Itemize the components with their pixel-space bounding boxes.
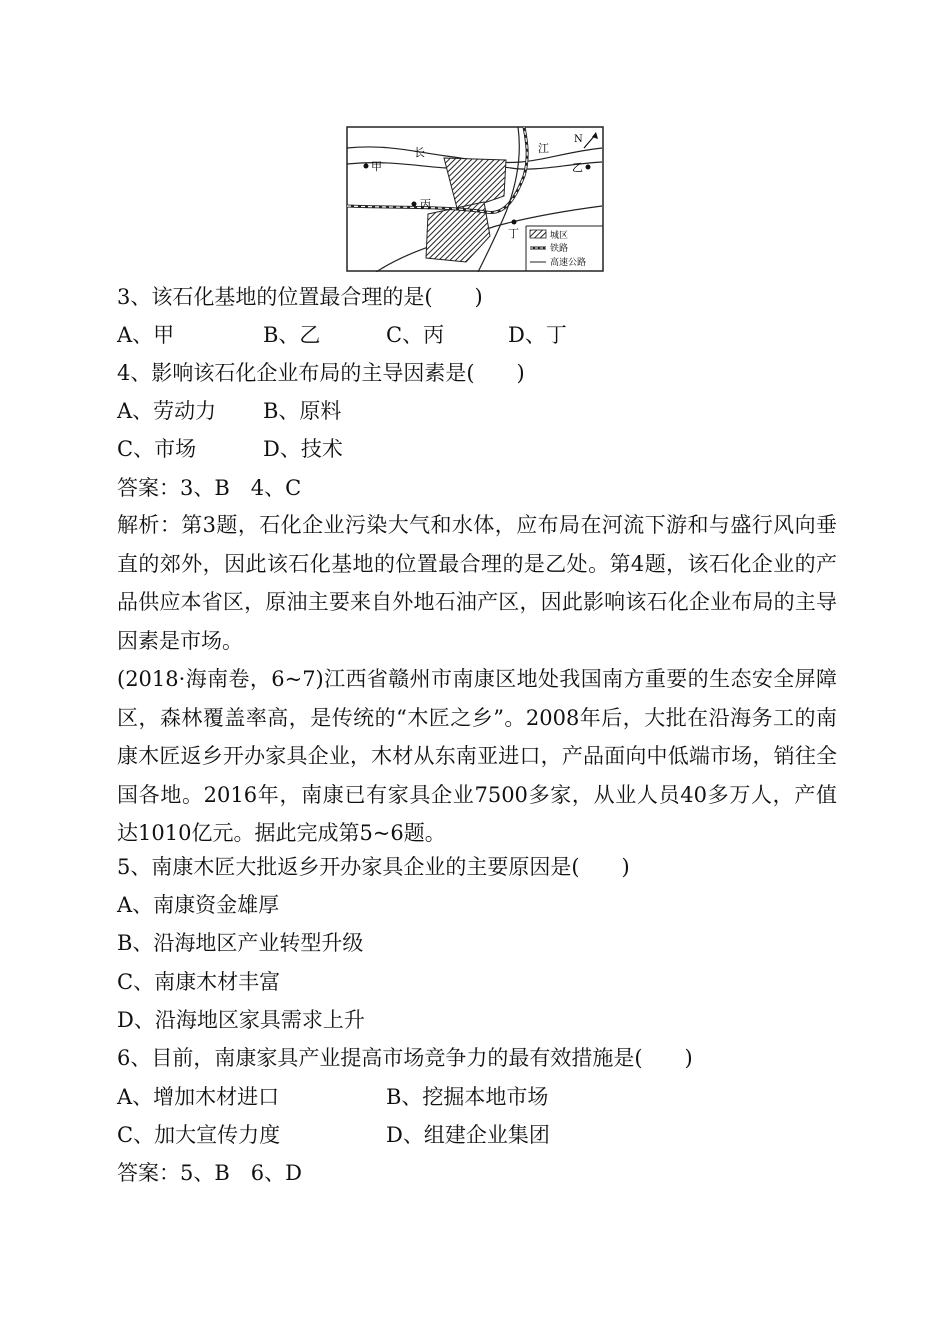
q4-option-b: B、原料 [263, 399, 342, 423]
place-ding-label: 丁 [508, 227, 519, 240]
analysis-paragraph: 解析：第3题，石化企业污染大气和水体，应布局在河流下游和与盛行风向垂直的郊外，因此该石化基地的位置最合理的是乙处。第4题，该石化企业的产品供应本省区，原油主要来自外地石油产区，因此影响该石化企业布局的主导因素是市场。 [117, 513, 837, 653]
river-label-chang: 长 [414, 146, 425, 159]
q3-option-a: A、甲 [117, 323, 175, 347]
legend-urban-swatch [530, 230, 546, 238]
answer-3-4: 答案：3、B 4、C [117, 476, 302, 500]
q6-option-c: C、加大宣传力度 [117, 1123, 281, 1147]
q6-option-b: B、挖掘本地市场 [386, 1085, 549, 1109]
svg-text:N: N [574, 134, 583, 145]
place-yi-label: 乙 [572, 161, 583, 174]
question-3-stem: 3、该石化基地的位置最合理的是( ) [117, 285, 483, 309]
location-map [346, 126, 604, 272]
question-4-stem: 4、影响该石化企业布局的主导因素是( ) [117, 361, 525, 385]
q5-option-c: C、南康木材丰富 [117, 970, 281, 994]
q4-option-d: D、技术 [263, 437, 343, 461]
material-paragraph: (2018·海南卷，6~7)江西省赣州市南康区地处我国南方重要的生态安全屏障区，森林覆盖率高，是传统的“木匠之乡”。2008年后，大批在沿海务工的南康木匠返乡开办家具企业，木材从东南亚进口，产品面向中低端市场，销往全国各地。2016年，南康已有家具企业7500多家，从业人员40多万人，产值达1010亿元。据此完成第5~6题。 [117, 667, 837, 845]
place-bing-label: 丙 [420, 198, 431, 211]
place-bing-dot [412, 202, 417, 207]
question-5-stem: 5、南康木匠大批返乡开办家具企业的主要原因是( ) [117, 855, 630, 879]
q3-option-c: C、丙 [386, 323, 445, 347]
question-6-stem: 6、目前，南康家具产业提高市场竞争力的最有效措施是( ) [117, 1046, 693, 1070]
place-jia-label: 甲 [371, 160, 382, 173]
place-ding-dot [512, 220, 517, 225]
q3-option-b: B、乙 [263, 323, 321, 347]
legend-railway-label: 铁路 [550, 244, 569, 254]
q6-option-d: D、组建企业集团 [386, 1123, 550, 1147]
legend-highway-label: 高速公路 [550, 258, 587, 268]
q6-option-a: A、增加木材进口 [117, 1085, 280, 1109]
q4-option-c: C、市场 [117, 437, 197, 461]
q5-option-b: B、沿海地区产业转型升级 [117, 931, 364, 955]
legend-urban-label: 城区 [550, 231, 569, 241]
place-jia-dot [364, 164, 369, 169]
river-label-jiang: 江 [538, 142, 549, 155]
answer-5-6: 答案：5、B 6、D [117, 1161, 302, 1185]
q3-option-d: D、丁 [508, 323, 567, 347]
place-yi-dot [586, 165, 591, 170]
q5-option-d: D、沿海地区家具需求上升 [117, 1008, 365, 1032]
q4-option-a: A、劳动力 [117, 399, 217, 423]
q5-option-a: A、南康资金雄厚 [117, 893, 280, 917]
